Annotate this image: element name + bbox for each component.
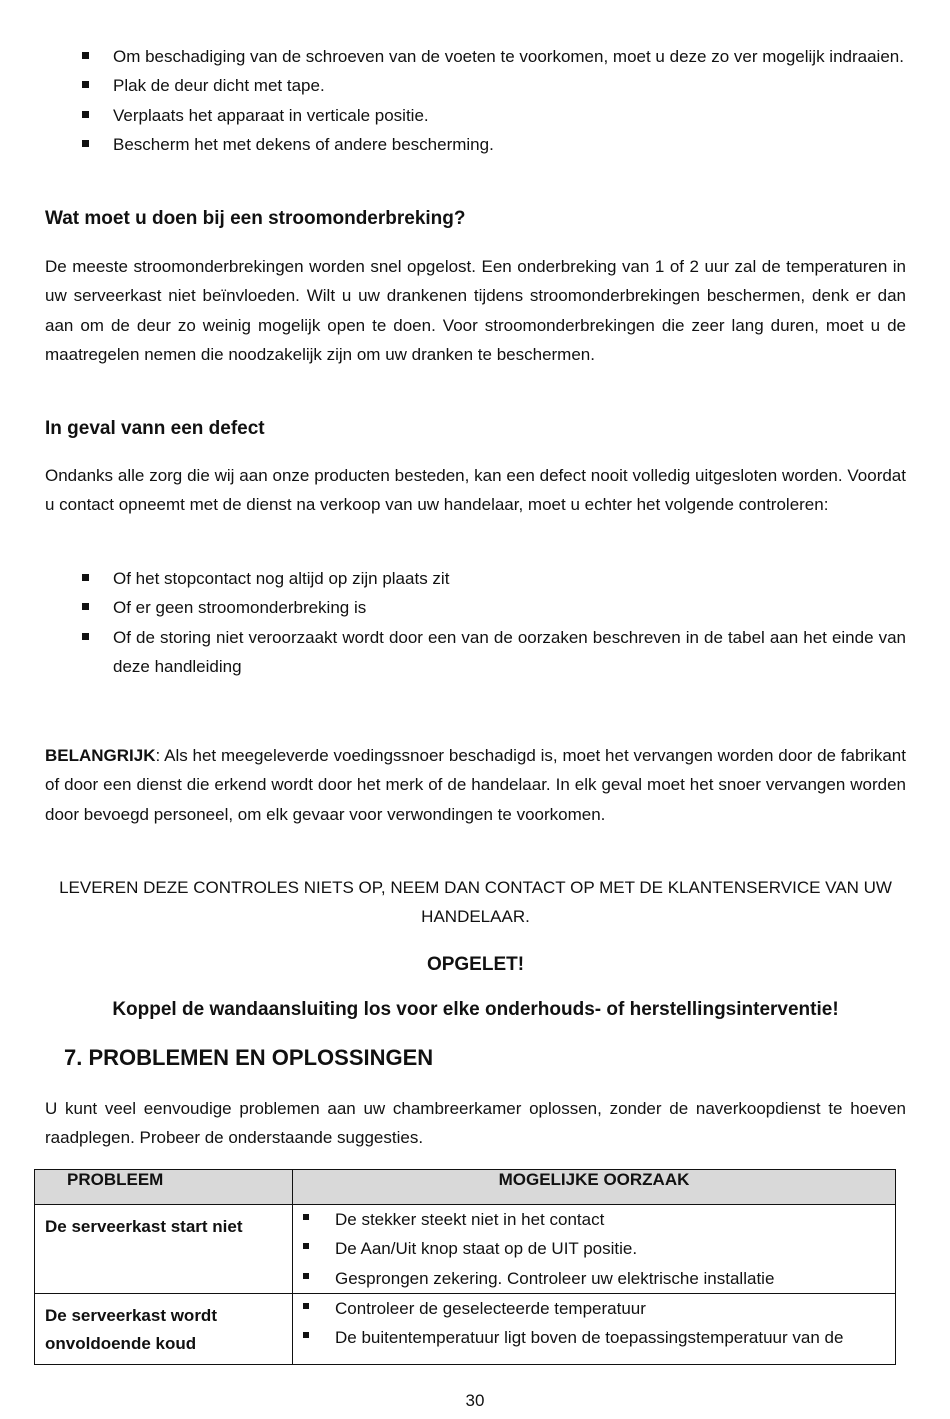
table-header-row bbox=[35, 1170, 896, 1205]
list-item: Of het stopcontact nog altijd op zijn plaats zit bbox=[45, 564, 906, 593]
list-item: Plak de deur dicht met tape. bbox=[45, 71, 906, 100]
cause-item: Gesprongen zekering. Controleer uw elektrische installatie bbox=[293, 1264, 895, 1293]
table-row bbox=[35, 1294, 896, 1365]
page-number: 30 bbox=[465, 1391, 485, 1410]
warning-text: Koppel de wandaansluiting los voor elke onderhouds- of herstellingsinterventie! bbox=[112, 999, 839, 1020]
important-text: : Als het meegeleverde voedingssnoer beschadigd is, moet het vervangen worden door de fabrikant of door een dienst die erkend wordt door het merk of de handelaar. In elk geval moet het snoer vervangen worden door bevoegd personeel, om elk gevaar voor verwondingen te voorkomen. bbox=[45, 746, 906, 824]
cause-item: Controleer de geselecteerde temperatuur bbox=[293, 1294, 895, 1323]
problem-cell: De serveerkast start niet bbox=[35, 1205, 293, 1294]
table-row bbox=[35, 1205, 896, 1294]
contact-notice: LEVEREN DEZE CONTROLES NIETS OP, NEEM DAN CONTACT OP MET DE KLANTENSERVICE VAN UW HANDELAAR. bbox=[59, 878, 892, 927]
list-item: Om beschadiging van de schroeven van de voeten te voorkomen, moet u deze zo ver mogelijk indraaien. bbox=[45, 42, 906, 71]
defect-paragraph: Ondanks alle zorg die wij aan onze producten besteden, kan een defect nooit volledig uitgesloten worden. Voordat u contact opneemt met de dienst na verkoop van uw handelaar, moet u echter het volgende controleren: bbox=[45, 466, 906, 515]
header-problem: PROBLEEM bbox=[35, 1170, 293, 1205]
cause-item: De Aan/Uit knop staat op de UIT positie. bbox=[293, 1234, 895, 1263]
power-outage-paragraph: De meeste stroomonderbrekingen worden snel opgelost. Een onderbreking van 1 of 2 uur zal de temperaturen in uw serveerkast niet beïnvloeden. Wilt u uw drankenen tijdens stroomonderbrekingen beschermen, denk er dan aan om de deur zo weinig mogelijk open te doen. Voor stroomonderbrekingen die zeer lang duren, moet u de maatregelen nemen die noodzakelijk zijn om uw dranken te beschermen. bbox=[45, 257, 906, 364]
cause-cell bbox=[293, 1294, 896, 1365]
transport-bullets bbox=[45, 42, 906, 159]
important-label: BELANGRIJK bbox=[45, 746, 156, 765]
list-item: Bescherm het met dekens of andere bescherming. bbox=[45, 130, 906, 159]
section-intro: U kunt veel eenvoudige problemen aan uw chambreerkamer oplossen, zonder de naverkoopdienst te hoeven raadplegen. Probeer de onderstaande suggesties. bbox=[45, 1099, 906, 1148]
power-outage-heading: Wat moet u doen bij een stroomonderbreking? bbox=[45, 208, 466, 229]
header-cause: MOGELIJKE OORZAAK bbox=[293, 1170, 896, 1205]
problems-table bbox=[34, 1169, 896, 1365]
cause-item: De stekker steekt niet in het contact bbox=[293, 1205, 895, 1234]
list-item: Of de storing niet veroorzaakt wordt door een van de oorzaken beschreven in de tabel aan het einde van deze handleiding bbox=[45, 623, 906, 682]
important-paragraph bbox=[45, 741, 906, 829]
list-item: Verplaats het apparaat in verticale positie. bbox=[45, 101, 906, 130]
defect-bullets bbox=[45, 564, 906, 681]
warning-title: OPGELET! bbox=[426, 954, 525, 975]
cause-cell bbox=[293, 1205, 896, 1294]
cause-item: De buitentemperatuur ligt boven de toepassingstemperatuur van de bbox=[293, 1323, 895, 1352]
list-item: Of er geen stroomonderbreking is bbox=[45, 593, 906, 622]
problem-cell: De serveerkast wordt onvoldoende koud bbox=[35, 1294, 293, 1365]
section-title: 7. PROBLEMEN EN OPLOSSINGEN bbox=[64, 1045, 434, 1070]
defect-heading: In geval vann een defect bbox=[45, 418, 265, 439]
